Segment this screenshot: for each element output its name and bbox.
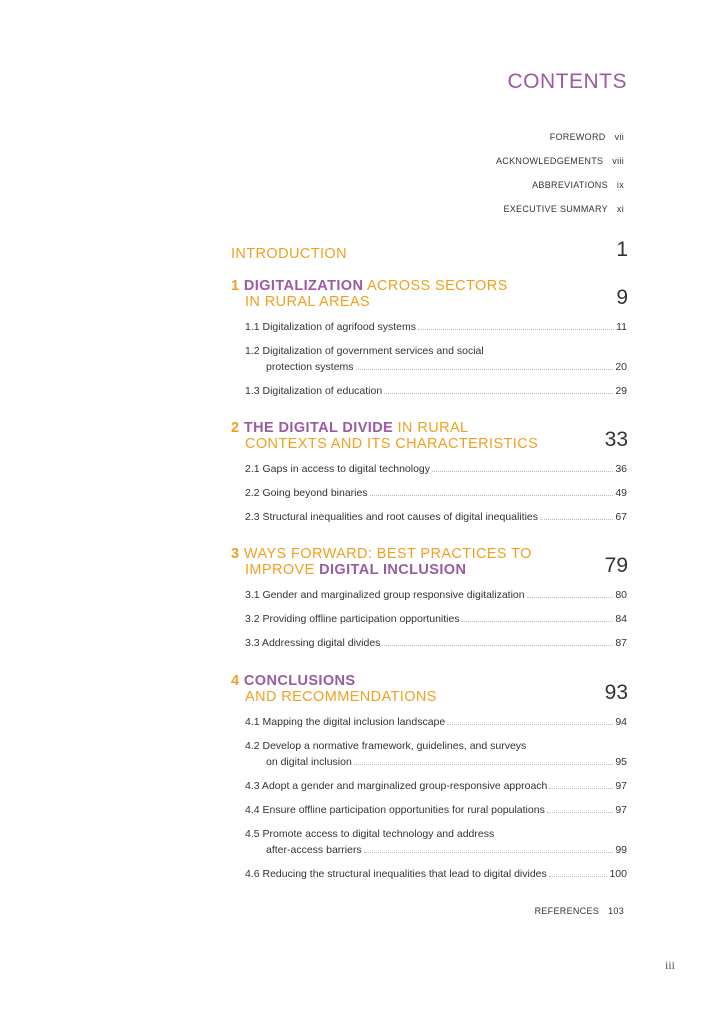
toc-label: 1.2 Digitalization of government services and social bbox=[245, 345, 484, 357]
toc-front-foreword[interactable] bbox=[550, 132, 624, 142]
toc-page: 29 bbox=[615, 385, 627, 397]
toc-label: 4.4 Ensure offline participation opportunities for rural populations bbox=[245, 804, 545, 816]
toc-label: 3.1 Gender and marginalized group responsive digitalization bbox=[245, 589, 525, 601]
toc-front-acknowledgements[interactable] bbox=[496, 156, 624, 166]
toc-label: 2.2 Going beyond binaries bbox=[245, 487, 368, 499]
chapter-page: 93 bbox=[604, 681, 628, 704]
toc-label: FOREWORD bbox=[549, 132, 606, 142]
toc-label: 1.1 Digitalization of agrifood systems bbox=[245, 321, 416, 333]
toc-chapter-3[interactable] bbox=[231, 546, 628, 578]
chapter-title-line2: AND RECOMMENDATIONS bbox=[245, 689, 437, 705]
toc-page: 95 bbox=[615, 756, 627, 768]
toc-entry[interactable] bbox=[245, 319, 627, 335]
toc-label: ABBREVIATIONS bbox=[532, 180, 608, 190]
toc-entry[interactable] bbox=[245, 635, 627, 651]
toc-chapter-2[interactable] bbox=[231, 420, 628, 452]
chapter-page: 33 bbox=[604, 428, 628, 451]
toc-chapter-4[interactable] bbox=[231, 673, 628, 705]
toc-label: 4.3 Adopt a gender and marginalized group-responsive approach bbox=[245, 780, 548, 792]
toc-page: 67 bbox=[615, 511, 627, 523]
chapter-title: INTRODUCTION bbox=[231, 246, 347, 262]
toc-entry[interactable] bbox=[245, 866, 627, 882]
toc-sections-1 bbox=[245, 319, 627, 399]
leader-dots bbox=[447, 724, 613, 725]
toc-entry[interactable] bbox=[245, 826, 627, 858]
toc-page: 84 bbox=[615, 613, 627, 625]
toc-page: 49 bbox=[615, 487, 627, 499]
leader-dots bbox=[462, 621, 614, 622]
toc-label: 4.6 Reducing the structural inequalities that lead to digital divides bbox=[245, 868, 547, 880]
toc-sections-2 bbox=[245, 461, 627, 525]
leader-dots bbox=[527, 597, 614, 598]
toc-introduction[interactable] bbox=[231, 238, 628, 262]
toc-label-cont: protection systems bbox=[266, 361, 354, 373]
toc-page: 94 bbox=[615, 716, 627, 728]
toc-entry[interactable] bbox=[245, 343, 627, 375]
toc-page: vii bbox=[614, 132, 624, 142]
toc-front-abbreviations[interactable] bbox=[532, 180, 624, 190]
chapter-title-line2: CONTEXTS AND ITS CHARACTERISTICS bbox=[245, 436, 539, 452]
chapter-title-emphasis: DIGITAL INCLUSION bbox=[319, 562, 467, 578]
toc-entry[interactable] bbox=[245, 802, 627, 818]
toc-entry[interactable] bbox=[245, 383, 627, 399]
toc-page: 87 bbox=[615, 637, 627, 649]
toc-chapter-1[interactable] bbox=[231, 278, 628, 310]
chapter-title: ACROSS SECTORS bbox=[363, 278, 508, 294]
toc-label-cont: on digital inclusion bbox=[266, 756, 352, 768]
toc-page: 11 bbox=[616, 321, 627, 333]
chapter-title-emphasis: THE DIGITAL DIVIDE bbox=[243, 420, 394, 436]
chapter-number: 3 bbox=[231, 546, 240, 562]
toc-label-cont: after-access barriers bbox=[266, 844, 362, 856]
chapter-number: 2 bbox=[231, 420, 240, 436]
page-number: iii bbox=[664, 958, 675, 972]
toc-front-executive-summary[interactable] bbox=[503, 204, 624, 214]
toc-label: 3.3 Addressing digital divides bbox=[245, 637, 381, 649]
toc-page: 20 bbox=[615, 361, 627, 373]
toc-label: REFERENCES bbox=[534, 906, 600, 916]
toc-page: 97 bbox=[615, 804, 627, 816]
chapter-title-line2: IMPROVE bbox=[245, 562, 320, 578]
toc-references[interactable] bbox=[535, 906, 624, 916]
chapter-page: 9 bbox=[616, 286, 628, 309]
leader-dots bbox=[418, 329, 614, 330]
leader-dots bbox=[384, 393, 613, 394]
toc-entry[interactable] bbox=[245, 714, 627, 730]
leader-dots bbox=[549, 876, 608, 877]
leader-dots bbox=[356, 369, 614, 370]
leader-dots bbox=[354, 764, 614, 765]
leader-dots bbox=[540, 519, 613, 520]
toc-page: 99 bbox=[615, 844, 627, 856]
toc-page: 103 bbox=[608, 906, 624, 916]
toc-sections-3 bbox=[245, 587, 627, 651]
chapter-title-emphasis: DIGITALIZATION bbox=[243, 278, 364, 294]
toc-entry[interactable] bbox=[245, 738, 627, 770]
leader-dots bbox=[370, 495, 614, 496]
toc-label: EXECUTIVE SUMMARY bbox=[503, 204, 608, 214]
toc-sections-4 bbox=[245, 714, 627, 882]
chapter-page: 79 bbox=[604, 554, 628, 577]
chapter-title-line2: IN RURAL AREAS bbox=[245, 294, 371, 310]
toc-entry[interactable] bbox=[245, 509, 627, 525]
leader-dots bbox=[547, 812, 613, 813]
toc-label: 1.3 Digitalization of education bbox=[245, 385, 383, 397]
toc-page: 97 bbox=[615, 780, 627, 792]
toc-page: 100 bbox=[609, 868, 627, 880]
toc-label: 4.5 Promote access to digital technology and address bbox=[245, 828, 495, 840]
toc-page: 36 bbox=[615, 463, 627, 475]
toc-entry[interactable] bbox=[245, 461, 627, 477]
toc-label: 3.2 Providing offline participation opportunities bbox=[245, 613, 460, 625]
toc-label: 2.1 Gaps in access to digital technology bbox=[245, 463, 431, 475]
leader-dots bbox=[549, 788, 613, 789]
toc-label: 4.2 Develop a normative framework, guidelines, and surveys bbox=[245, 740, 527, 752]
toc-entry[interactable] bbox=[245, 485, 627, 501]
chapter-title: WAYS FORWARD: BEST PRACTICES TO bbox=[243, 546, 532, 562]
chapter-number: 4 bbox=[231, 673, 240, 689]
chapter-title-emphasis: CONCLUSIONS bbox=[243, 673, 356, 689]
toc-entry[interactable] bbox=[245, 587, 627, 603]
chapter-title: IN RURAL bbox=[393, 420, 469, 436]
toc-label: 2.3 Structural inequalities and root causes of digital inequalities bbox=[245, 511, 539, 523]
toc-page: xi bbox=[616, 204, 624, 214]
toc-label: ACKNOWLEDGEMENTS bbox=[495, 156, 604, 166]
leader-dots bbox=[432, 471, 613, 472]
toc-entry[interactable] bbox=[245, 778, 627, 794]
toc-page: ix bbox=[616, 180, 624, 190]
toc-label: 4.1 Mapping the digital inclusion landscape bbox=[245, 716, 446, 728]
leader-dots bbox=[382, 645, 613, 646]
leader-dots bbox=[364, 852, 614, 853]
toc-page: viii bbox=[612, 156, 624, 166]
chapter-number: 1 bbox=[231, 278, 240, 294]
page-title: CONTENTS bbox=[507, 70, 627, 93]
toc-entry[interactable] bbox=[245, 611, 627, 627]
toc-page: 80 bbox=[615, 589, 627, 601]
chapter-page: 1 bbox=[616, 238, 628, 261]
